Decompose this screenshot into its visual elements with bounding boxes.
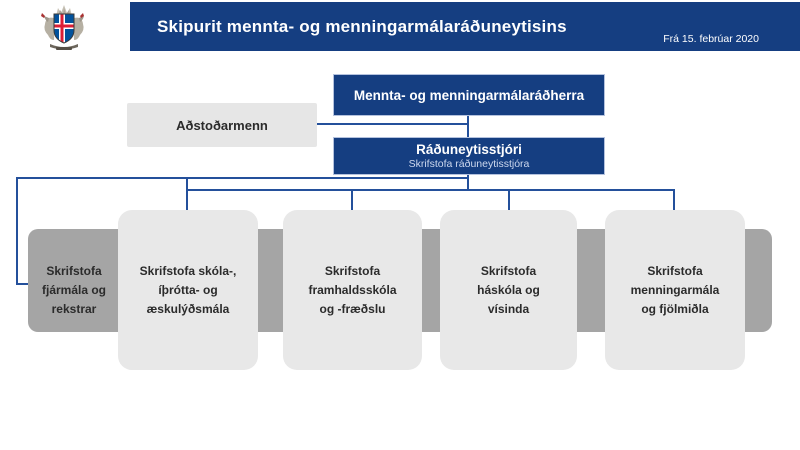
- office-box-fjarmala-og-rekstrar: [28, 210, 120, 370]
- office-box-framhaldsskola-fraedslu: [283, 210, 422, 370]
- secretary-box: [333, 137, 605, 175]
- connector-assistants: [317, 123, 468, 125]
- connector-horizontal-lower: [186, 189, 675, 191]
- iceland-coat-of-arms-icon: [36, 2, 92, 54]
- office-label: Skrifstofa háskóla og vísinda: [477, 263, 540, 316]
- assistants-label: Aðstoðarmenn: [176, 117, 268, 133]
- secretary-subtitle: Skrifstofa ráðuneytisstjóra: [408, 157, 530, 170]
- office-label: Skrifstofa framhaldsskóla og -fræðslu: [308, 263, 397, 316]
- assistants-box: [127, 103, 317, 147]
- office-box-skola-ithrotta-aeskulydsmala: [118, 210, 258, 370]
- office-label: Skrifstofa skóla-, íþrótta- og æskulýðsmála: [139, 263, 237, 316]
- office-box-haskola-visinda: [440, 210, 577, 370]
- page-title: Skipurit mennta- og menningarmálaráðuneytisins: [157, 16, 567, 36]
- connector-horizontal-upper: [16, 177, 469, 179]
- minister-label: Mennta- og menningarmálaráðherra: [353, 87, 585, 103]
- header-bar: [130, 2, 800, 51]
- effective-date: Frá 15. febrúar 2020: [663, 33, 759, 45]
- connector-drop-office-1: [16, 177, 18, 285]
- connector-drop-office-5: [673, 189, 675, 211]
- connector-minister-secretary: [467, 116, 469, 138]
- connector-drop-office-4: [508, 189, 510, 211]
- office-label: Skrifstofa fjármála og rekstrar: [41, 263, 107, 316]
- secretary-title: Ráðuneytisstjóri: [416, 141, 522, 157]
- office-box-menningarmala-fjolmidla: [605, 210, 745, 370]
- connector-drop-office-2: [186, 177, 188, 211]
- office-label: Skrifstofa menningarmála og fjölmiðla: [630, 263, 720, 316]
- connector-drop-office-3: [351, 189, 353, 211]
- minister-box: [333, 74, 605, 116]
